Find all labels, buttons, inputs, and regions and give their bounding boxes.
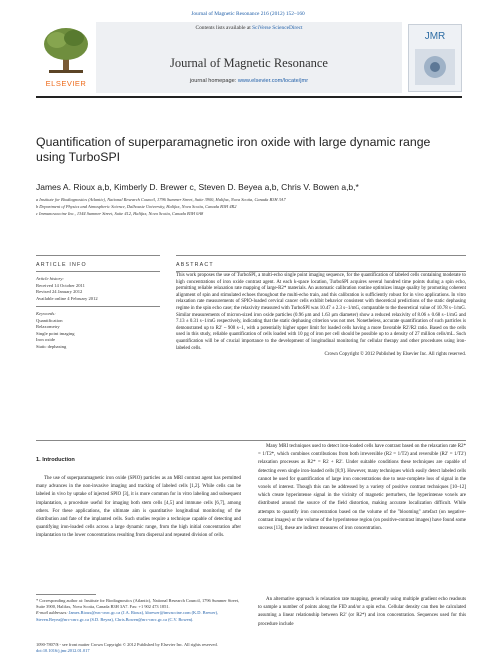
article-info-rule — [36, 255, 160, 256]
abstract-subrule — [176, 271, 466, 272]
article-title: Quantification of superparamagnetic iron oxide with large dynamic range using TurboSPI — [36, 135, 431, 164]
bottom-reference — [36, 642, 466, 654]
keywords-label: Keywords: — [36, 311, 56, 316]
keywords-block — [36, 311, 160, 350]
elsevier-wordmark: ELSEVIER — [45, 79, 87, 88]
history-online: Available online 4 February 2012 — [36, 295, 98, 301]
journal-cover-thumbnail — [408, 24, 462, 92]
emails-label: E-mail addresses: — [36, 610, 69, 616]
sciencedirect-link[interactable]: SciVerse ScienceDirect — [252, 25, 303, 31]
email-links[interactable]: James.Rioux@nrc-cnrc.gc.ca (J.A. Rioux), kbrewer@imvaccine.com (K.D. Brewer), Steven.Beyea@nrc-cnrc.gc.ca (S.D. Beyea), Chris.Bowen@nrc-cnrc.gc.ca (C.V. Bowen). — [36, 610, 219, 622]
journal-masthead — [36, 22, 462, 93]
homepage-prefix: journal homepage: — [189, 78, 238, 84]
contents-line — [96, 25, 402, 31]
front-matter-rule — [36, 440, 466, 441]
masthead-rule — [36, 96, 462, 98]
history-label: Article history: — [36, 276, 64, 281]
issn-line: 1090-7807/$ - see front matter Crown Copyright © 2012 Published by Elsevier Inc. All rights reserved. — [36, 642, 218, 647]
journal-homepage — [96, 78, 402, 84]
copyright-line: Crown Copyright © 2012 Published by Elsevier Inc. All rights reserved. — [324, 352, 466, 358]
history-received: Received 14 October 2011 — [36, 282, 85, 288]
affiliation-b: b Department of Physics and Atmospheric Science, Dalhousie University, Halifax, Nova Scotia, Canada B3H 4R2 — [36, 204, 237, 209]
article-info-heading: ARTICLE INFO — [36, 262, 87, 268]
elsevier-tree-logo — [39, 24, 93, 76]
abstract-text — [176, 273, 466, 359]
abstract-body: This work proposes the use of TurboSPI, a multi-echo single point imaging sequence, for the quantification of labeled cells containing moderate to high concentrations of iron oxide contrast agent. At each k-space location, TurboSPI acquires several hundred time points during a spin echo, permitting reliable relaxation rate mapping of large-R2* materials. An automatic calibration routine optimizes image quality by promoting coherent alignment of spin and stimulated echoes throughout the multi-echo train, and this calibration is sufficiently robust for in vivo applications. In vitro relaxation rate measurements of SPIO-loaded cervical cancer cells exhibit behavior consistent with theoretical predictions of the static dephasing regime in the spin echo case; the relaxivity measured with TurboSPI was 10.47 ± 2.3 s−1/mG, comparable to the theoretical value of 10.78 s−1/mG. Similar measurements of micron-sized iron oxide particles (0.96 μm and 1.63 μm diameter) show a reduced relaxivity of 8.06 ± 0.68 s−1/mG and 7.13 ± 0.31 s−1/mG respectively, indicating that the static dephasing criterion was not met. Nonetheless, accurate quantification of such particles is demonstrated up to R2' ~ 900 s−1, with a potentially higher upper limit for loaded cells having a more favorable R2'/R2 ratio. Based on the cells used in this study, reliable quantification of cells loaded with 10 pg of iron per cell should be possible up to a density of 27 million cells/mL. Such quantification will be of crucial importance to the development of longitudinal monitoring for cellular therapy and other procedures using iron-labeled cells. — [176, 273, 466, 351]
journal-reference[interactable]: Journal of Magnetic Resonance 216 (2012) 152–160 — [191, 11, 305, 17]
abstract-rule — [176, 255, 466, 256]
contents-prefix: Contents lists available at — [195, 25, 253, 31]
history-revised: Revised 24 January 2012 — [36, 289, 83, 294]
keywords-rule — [36, 306, 160, 307]
abstract-heading: ABSTRACT — [176, 262, 214, 268]
footnote-block — [36, 598, 241, 623]
journal-title: Journal of Magnetic Resonance — [170, 56, 328, 70]
author-list: James A. Rioux a,b, Kimberly D. Brewer c, Steven D. Beyea a,b, Chris V. Bowen a,b,* — [36, 182, 359, 192]
keyword-item: Single point imaging — [36, 330, 75, 336]
footnote-rule — [36, 594, 96, 595]
intro-heading: 1. Introduction — [36, 457, 75, 463]
article-history — [36, 276, 160, 302]
intro-left-column: The use of superparamagnetic iron oxide (SPIO) particles as an MRI contrast agent has permitted many advances in the non-invasive imaging and tracking of labeled cells [1,2]. While cells can be labeled in vivo by uptake of injected SPIO [3], it is more common for in vitro labeling and subsequent implantation, a procedure useful for imaging both stem cells [4,5] and immune cells [6,7], among others. For these applications, the ultimate aim is quantitative longitudinal monitoring of the distribution and fate of the implanted cells. Such studies require a technique capable of detecting and quantifying iron-loaded cells across a large dynamic range, from the high initial concentration after implantation to the lower concentrations resulting from dispersal and repeated division of cells. — [36, 476, 241, 539]
corresponding-author-note: * Corresponding author at: Institute for Biodiagnostics (Atlantic), National Research Council, 1796 Summer Street, Suite 3900, Halifax, Nova Scotia, Canada B3H 3A7. Fax: +1 902 473 1851. — [36, 598, 240, 610]
cover-title: JMR — [424, 31, 446, 42]
keyword-item: Static dephasing — [36, 343, 67, 349]
email-addresses — [36, 610, 241, 622]
keyword-item: Relaxometry — [36, 324, 60, 329]
affiliation-c: c Immunovaccine Inc., 1344 Summer Street, Suite 412, Halifax, Nova Scotia, Canada B3H 0A8 — [36, 211, 204, 216]
article-info-subrule — [36, 271, 160, 272]
keyword-item: Quantification — [36, 317, 63, 323]
intro-right-paragraph-2: An alternative approach is relaxation rate mapping, generally using multiple gradient echo readouts to sample a number of points along the FID and/or a spin echo. Cellular density can then be calculated assuming a linear relationship between R2' (or R2*) and iron concentration. Sequences used for this procedure include — [258, 597, 466, 627]
affiliation-a: a Institute for Biodiagnostics (Atlantic), National Research Council, 1796 Summer Street, Suite 3900, Halifax, Nova Scotia, Canada B3H 3A7 — [36, 197, 286, 202]
homepage-link[interactable]: www.elsevier.com/locate/jmr — [237, 78, 309, 84]
keyword-item: Iron oxide — [36, 337, 56, 342]
cover-image-icon — [415, 49, 455, 85]
intro-right-paragraph-1: Many MRI techniques used to detect iron-loaded cells have contrast based on the relaxation rate R2* = 1/T2*, which combines contributions from both irreversible (R2 = 1/T2) and reversible (R2' = 1/T2') relaxation processes as R2* = R2 + R2'. Under suitable conditions these techniques are capable of detecting even single iron-loaded cells [8,9]. However, many techniques which easily detect labeled cells cannot be used for quantification of large iron concentrations due to near-complete loss of signal in the voxels of interest. Though this can be addressed by a variety of positive contrast techniques [10–12] which create hyperintense signal in the vicinity of magnetic perturbers, the hyperintense voxels are distributed around the source of the field distortion, making accurate localization difficult. While attempts to quantify iron concentration based on the volume of the "blooming" artefact (on negative-contrast images) or the volume of the hyperintense region (on positive-contrast images) have found some success [13], these are indirect measures of iron concentration. — [258, 444, 466, 532]
doi-link[interactable]: doi:10.1016/j.jmr.2012.01.017 — [36, 648, 90, 654]
